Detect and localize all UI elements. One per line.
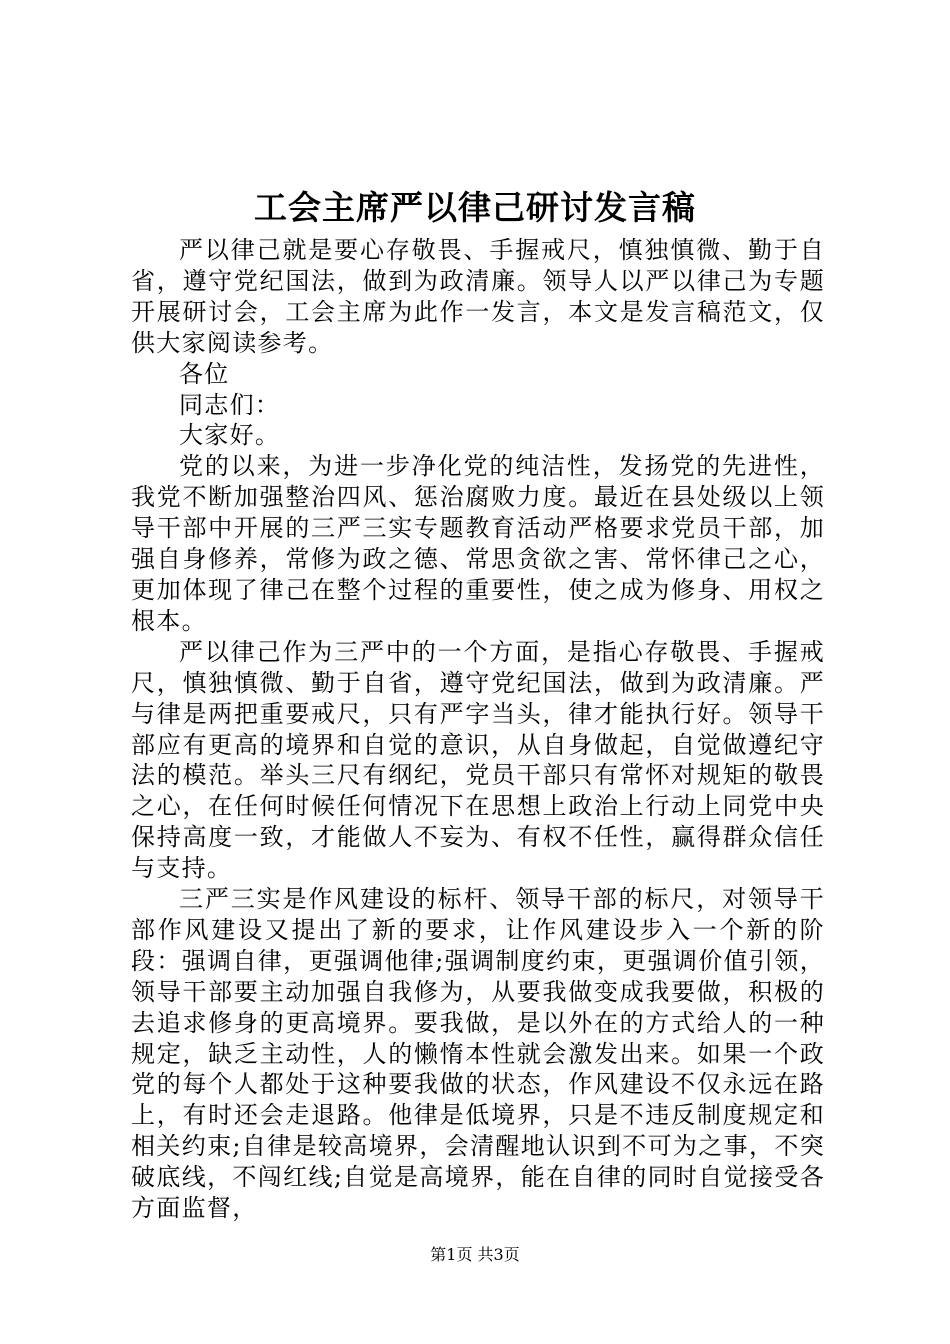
- paragraph-body-3: 三严三实是作风建设的标杆、领导干部的标尺，对领导干部作风建设又提出了新的要求，让作风建设步入一个新的阶段：强调自律，更强调他律;强调制度约束，更强调价值引领，领导干部要主动加强自我修为，从要我做变成我要做，积极的去追求修身的更高境界。要我做，是以外在的方式给人的一种规定，缺乏主动性，人的懒惰本性就会激发出来。如果一个政党的每个人都处于这种要我做的状态，作风建设不仅永远在路上，有时还会走退路。他律是低境界，只是不违反制度规定和相关约束;自律是较高境界，会清醒地认识到不可为之事，不突破底线，不闯红线;自觉是高境界，能在自律的同时自觉接受各方面监督，: [131, 885, 825, 1223]
- paragraph-salutation-2: 同志们：: [179, 390, 281, 419]
- paragraph-body-1: 党的以来，为进一步净化党的纯洁性，发扬党的先进性，我党不断加强整治四风、惩治腐败力度。最近在县处级以上领导干部中开展的三严三实专题教育活动严格要求党员干部，加强自身修养，常修为政之德、常思贪欲之害、常怀律己之心，更加体现了律己在整个过程的重要性，使之成为修身、用权之根本。: [131, 452, 825, 635]
- paragraph-intro: 严以律己就是要心存敬畏、手握戒尺，慎独慎微、勤于自省，遵守党纪国法，做到为政清廉。领导人以严以律己为专题开展研讨会，工会主席为此作一发言，本文是发言稿范文，仅供大家阅读参考。: [131, 236, 825, 357]
- paragraph-body-2: 严以律己作为三严中的一个方面，是指心存敬畏、手握戒尺，慎独慎微、勤于自省，遵守党纪国法，做到为政清廉。严与律是两把重要戒尺，只有严字当头，律才能执行好。领导干部应有更高的境界和自觉的意识，从自身做起，自觉做遵纪守法的模范。举头三尺有纲纪，党员干部只有常怀对规矩的敬畏之心，在任何时候任何情况下在思想上政治上行动上同党中央保持高度一致，才能做人不妄为、有权不任性，赢得群众信任与支持。: [131, 637, 825, 883]
- document-body: [131, 235, 825, 1224]
- paragraph-salutation-1: 各位: [179, 359, 230, 388]
- paragraph-greeting: 大家好。: [179, 421, 281, 450]
- page-footer: 第1页 共3页: [430, 1245, 520, 1264]
- document-title: 工会主席严以律己研讨发言稿: [254, 188, 696, 227]
